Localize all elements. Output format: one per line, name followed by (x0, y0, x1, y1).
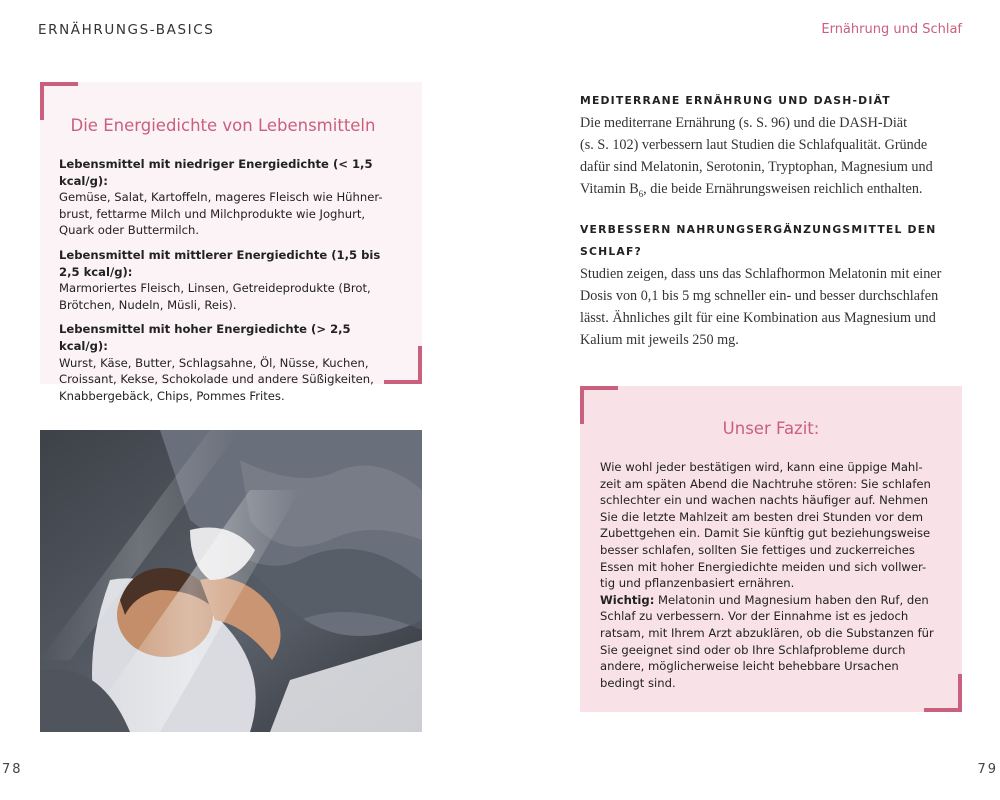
category-line: Quark oder Buttermilch. (59, 223, 200, 238)
category-title: Lebensmittel mit hoher Energiedichte (> 2,5 kcal/g): (59, 322, 351, 353)
category-line: Croissant, Kekse, Schokolade und andere Süßigkeiten, (59, 372, 374, 387)
corner-accent-top-left (40, 82, 78, 120)
section-text (580, 112, 964, 205)
category-high (59, 321, 399, 404)
text-line: andere, möglicherweise leicht behebbare Ursachen (600, 659, 899, 674)
category-title: 2,5 kcal/g): (59, 264, 133, 279)
text-line: Schlaf zu verbessern. Vor der Einnahme ist es jedoch (600, 609, 909, 624)
page-number-left: 78 (2, 762, 23, 777)
energy-box-body (59, 156, 399, 412)
text-line: Die mediterrane Ernährung (s. S. 96) und die DASH-Diät (580, 115, 908, 131)
fazit-body (600, 459, 940, 691)
section-supplements (580, 219, 964, 351)
category-medium (59, 247, 399, 313)
text-line: tig und pflanzenbasiert ernähren. (600, 576, 795, 591)
category-line: Wurst, Käse, Butter, Schlagsahne, Öl, Nüsse, Kuchen, (59, 355, 369, 370)
text-line: Kalium mit jeweils 250 mg. (580, 332, 739, 348)
text-line: schlechter ein und wachen nachts häufiger auf. Nehmen (600, 493, 929, 508)
text-line: Essen mit hoher Energiedichte meiden und sich vollwer- (600, 559, 927, 574)
text-line (580, 178, 964, 205)
category-line: Marmoriertes Fleisch, Linsen, Getreideprodukte (Brot, (59, 281, 371, 296)
section-heading: SCHLAF? (580, 245, 643, 258)
text-line: lässt. Ähnliches gilt für eine Kombination aus Magnesium und (580, 310, 936, 326)
text-line: (s. S. 102) verbessern laut Studien die Schlafqualität. Gründe (580, 137, 928, 153)
text-line: ratsam, mit Ihrem Arzt abzuklären, ob die Substanzen für (600, 625, 934, 640)
text-fragment: , die beide Ernährungsweisen reichlich enthalten. (643, 181, 923, 197)
important-label: Wichtig: (600, 592, 655, 607)
category-line: Brötchen, Nudeln, Müsli, Reis). (59, 297, 237, 312)
text-line: Wie wohl jeder bestätigen wird, kann eine üppige Mahl- (600, 460, 923, 474)
fazit-box (580, 386, 962, 712)
category-line: Gemüse, Salat, Kartoffeln, mageres Fleisch wie Hühner- (59, 190, 383, 205)
text-fragment: Vitamin B (580, 181, 639, 197)
section-heading: MEDITERRANE ERNÄHRUNG UND DASH-DIÄT (580, 94, 891, 107)
section-mediterranean (580, 90, 964, 205)
text-fragment: Melatonin und Magnesium haben den Ruf, den (654, 592, 929, 607)
running-header-section: ERNÄHRUNGS-BASICS (38, 22, 215, 38)
category-low (59, 156, 399, 239)
text-line: Dosis von 0,1 bis 5 mg schneller ein- und besser durchschlafen (580, 288, 939, 304)
text-line: Studien zeigen, dass uns das Schlafhormon Melatonin mit einer (580, 266, 942, 282)
category-line: Knabbergebäck, Chips, Pommes Frites. (59, 388, 285, 403)
text-line: besser schlafen, sollten Sie fettiges und zuckerreiches (600, 542, 915, 557)
text-line: Sie die letzte Mahlzeit am besten drei Stunden vor dem (600, 509, 924, 524)
text-line (600, 592, 940, 609)
subscript: 6 (638, 188, 644, 199)
category-title: Lebensmittel mit niedriger Energiedichte (< 1,5 kcal/g): (59, 157, 373, 188)
energy-box-title: Die Energiedichte von Lebensmitteln (70, 116, 376, 135)
category-title: Lebensmittel mit mittlerer Energiedichte (1,5 bis (59, 247, 381, 262)
category-line: brust, fettarme Milch und Milchprodukte wie Joghurt, (59, 206, 366, 221)
text-line: dafür sind Melatonin, Serotonin, Tryptophan, Magnesium und (580, 159, 933, 175)
page-number-right: 79 (977, 762, 998, 777)
running-header-chapter: Ernährung und Schlaf (821, 22, 962, 37)
text-line: bedingt sind. (600, 675, 676, 690)
energy-density-box (40, 82, 422, 403)
text-line: Sie geeignet sind oder ob Ihre Schlafprobleme durch (600, 642, 906, 657)
fazit-title: Unser Fazit: (722, 419, 820, 438)
text-line: Zubettgehen ein. Damit Sie künftig gut beziehungsweise (600, 526, 931, 541)
section-heading: VERBESSERN NAHRUNGSERGÄNZUNGSMITTEL DEN (580, 223, 937, 236)
section-text (580, 263, 964, 351)
text-line: zeit am späten Abend die Nachtruhe stören: Sie schlafen (600, 476, 931, 491)
sleeping-man-photo (40, 430, 422, 732)
